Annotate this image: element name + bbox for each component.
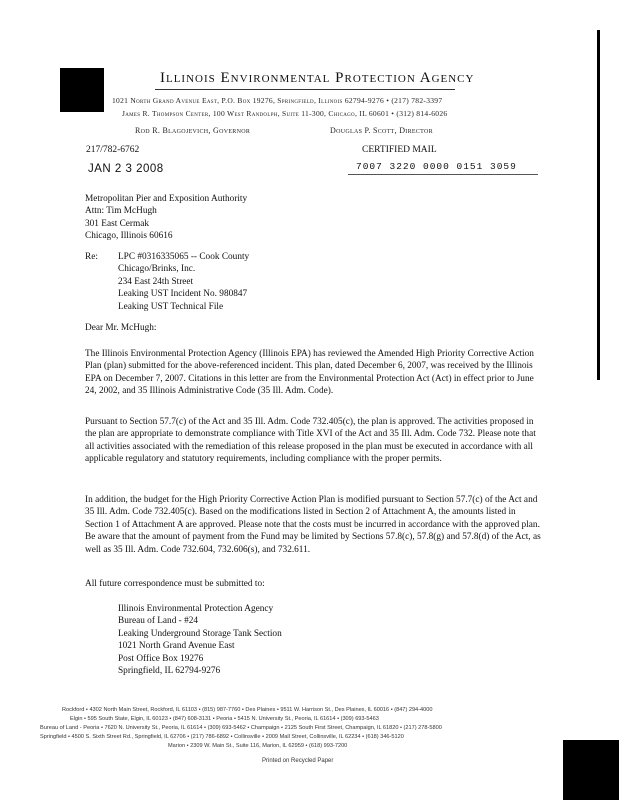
header-rule — [155, 89, 455, 90]
submit-address-line: Illinois Environmental Protection Agency — [118, 604, 274, 614]
submit-address-line: Bureau of Land - #24 — [118, 616, 199, 627]
re-line: Leaking UST Incident No. 980847 — [118, 289, 248, 300]
recipient-line: Chicago, Illinois 60616 — [85, 231, 173, 242]
salutation: Dear Mr. McHugh: — [85, 323, 157, 333]
recipient-block — [85, 193, 247, 243]
tracking-number: 7007 3220 0000 0151 3059 — [356, 161, 517, 172]
paragraph-approval: Pursuant to Section 57.7(c) of the Act and 35 Ill. Adm. Code 732.405(c), the plan is approved. The activities proposed in the plan are appropriate to demonstrate compliance with Title XVI of the Act and 35 Ill. Adm. Code 732. Please note that all activities associated with the remediation of this release proposed in the plan must be executed in accordance with all applicable regulatory and statutory requirements, including compliance with the proper permits. — [85, 417, 536, 465]
paragraph-correspondence: All future correspondence must be submitted to: — [85, 579, 265, 589]
phone-number: 217/782-6762 — [86, 145, 140, 155]
paragraph-review: The Illinois Environmental Protection Agency (Illinois EPA) has reviewed the Amended High Priority Corrective Action Plan (plan) submitted for the above-referenced incident. This plan, dated December 6, 2007, was received by the Illinois EPA on December 7, 2007. Citations in this letter are from the Environmental Protection Act (Act) in effect prior to June 24, 2002, and 35 Illinois Administrative Code (35 Ill. Adm. Code). — [85, 349, 534, 397]
address-line-2: James R. Thompson Center, 100 West Randolph, Suite 11-300, Chicago, IL 60601 • (312) 814-6026 — [122, 109, 448, 118]
footer-offices-line-1: Rockford • 4302 North Main Street, Rockford, IL 61103 • (815) 987-7760 • Des Plaines • 9511 W. Harrison St., Des Plaines, IL 60016 • (847) 294-4000 — [62, 707, 433, 713]
scan-corner-mark — [563, 740, 619, 800]
tracking-underline — [348, 174, 538, 175]
date-stamp: JAN 2 3 2008 — [88, 163, 164, 175]
director-name: Douglas P. Scott, Director — [330, 126, 433, 135]
scan-edge-bar — [597, 30, 600, 380]
submit-address-line: Springfield, IL 62794-9276 — [118, 666, 221, 677]
recipient-line: 301 East Cermak — [85, 218, 150, 229]
footer-offices-line-3: Bureau of Land - Peoria • 7620 N. University St., Peoria, IL 61614 • (309) 693-5462 • Champaign • 2125 South First Street, Champaign, IL 61820 • (217) 278-5800 — [40, 725, 442, 731]
re-line: Chicago/Brinks, Inc. — [118, 264, 196, 275]
submit-address-line: Leaking Underground Storage Tank Section — [118, 628, 282, 639]
re-line: 234 East 24th Street — [118, 276, 194, 287]
recipient-line: Attn: Tim McHugh — [85, 206, 157, 217]
re-line: LPC #0316335065 -- Cook County — [118, 252, 250, 262]
footer-offices-line-2: Elgin • 595 South State, Elgin, IL 60123 • (847) 608-3131 • Peoria • 5415 N. University St., Peoria, IL 61614 • (309) 693-5463 — [70, 716, 379, 722]
recipient-line: Metropolitan Pier and Exposition Authority — [85, 194, 248, 204]
footer-offices-line-4: Springfield • 4500 S. Sixth Street Rd., Springfield, IL 62706 • (217) 786-6892 • Collinsville • 2009 Mall Street, Collinsville, IL 62234 • (618) 346-5120 — [40, 734, 404, 740]
agency-logo-block — [60, 68, 104, 112]
governor-name: Rod R. Blagojevich, Governor — [135, 126, 251, 135]
certified-mail-label: CERTIFIED MAIL — [362, 145, 437, 155]
paragraph-budget: In addition, the budget for the High Priority Corrective Action Plan is modified pursuant to Section 57.7(c) of the Act and 35 Ill. Adm. Code 732.405(c). Based on the modifications listed in Section 2 of Attachment A, the amounts listed in Section 1 of Attachment A are approved. Please note that the costs must be incurred in accordance with the approved plan. Be aware that the amount of payment from the Fund may be limited by Sections 57.8(c), 57.8(g) and 57.8(d) of the Act, as well as 35 Ill. Adm. Code 732.604, 732.606(s), and 732.611. — [85, 495, 541, 555]
re-block — [118, 251, 249, 313]
recycled-paper-note: Printed on Recycled Paper — [262, 758, 334, 764]
submit-address-block — [118, 603, 282, 677]
re-label: Re: — [85, 252, 98, 262]
submit-address-line: 1021 North Grand Avenue East — [118, 641, 235, 652]
agency-name: Illinois Environmental Protection Agency — [160, 70, 475, 86]
address-line-1: 1021 North Grand Avenue East, P.O. Box 19276, Springfield, Illinois 62794-9276 • (217) 782-3397 — [112, 96, 443, 105]
submit-address-line: Post Office Box 19276 — [118, 653, 204, 664]
re-line: Leaking UST Technical File — [118, 301, 224, 312]
footer-offices-line-5: Marion • 2309 W. Main St., Suite 116, Marion, IL 62959 • (618) 993-7200 — [168, 743, 348, 749]
